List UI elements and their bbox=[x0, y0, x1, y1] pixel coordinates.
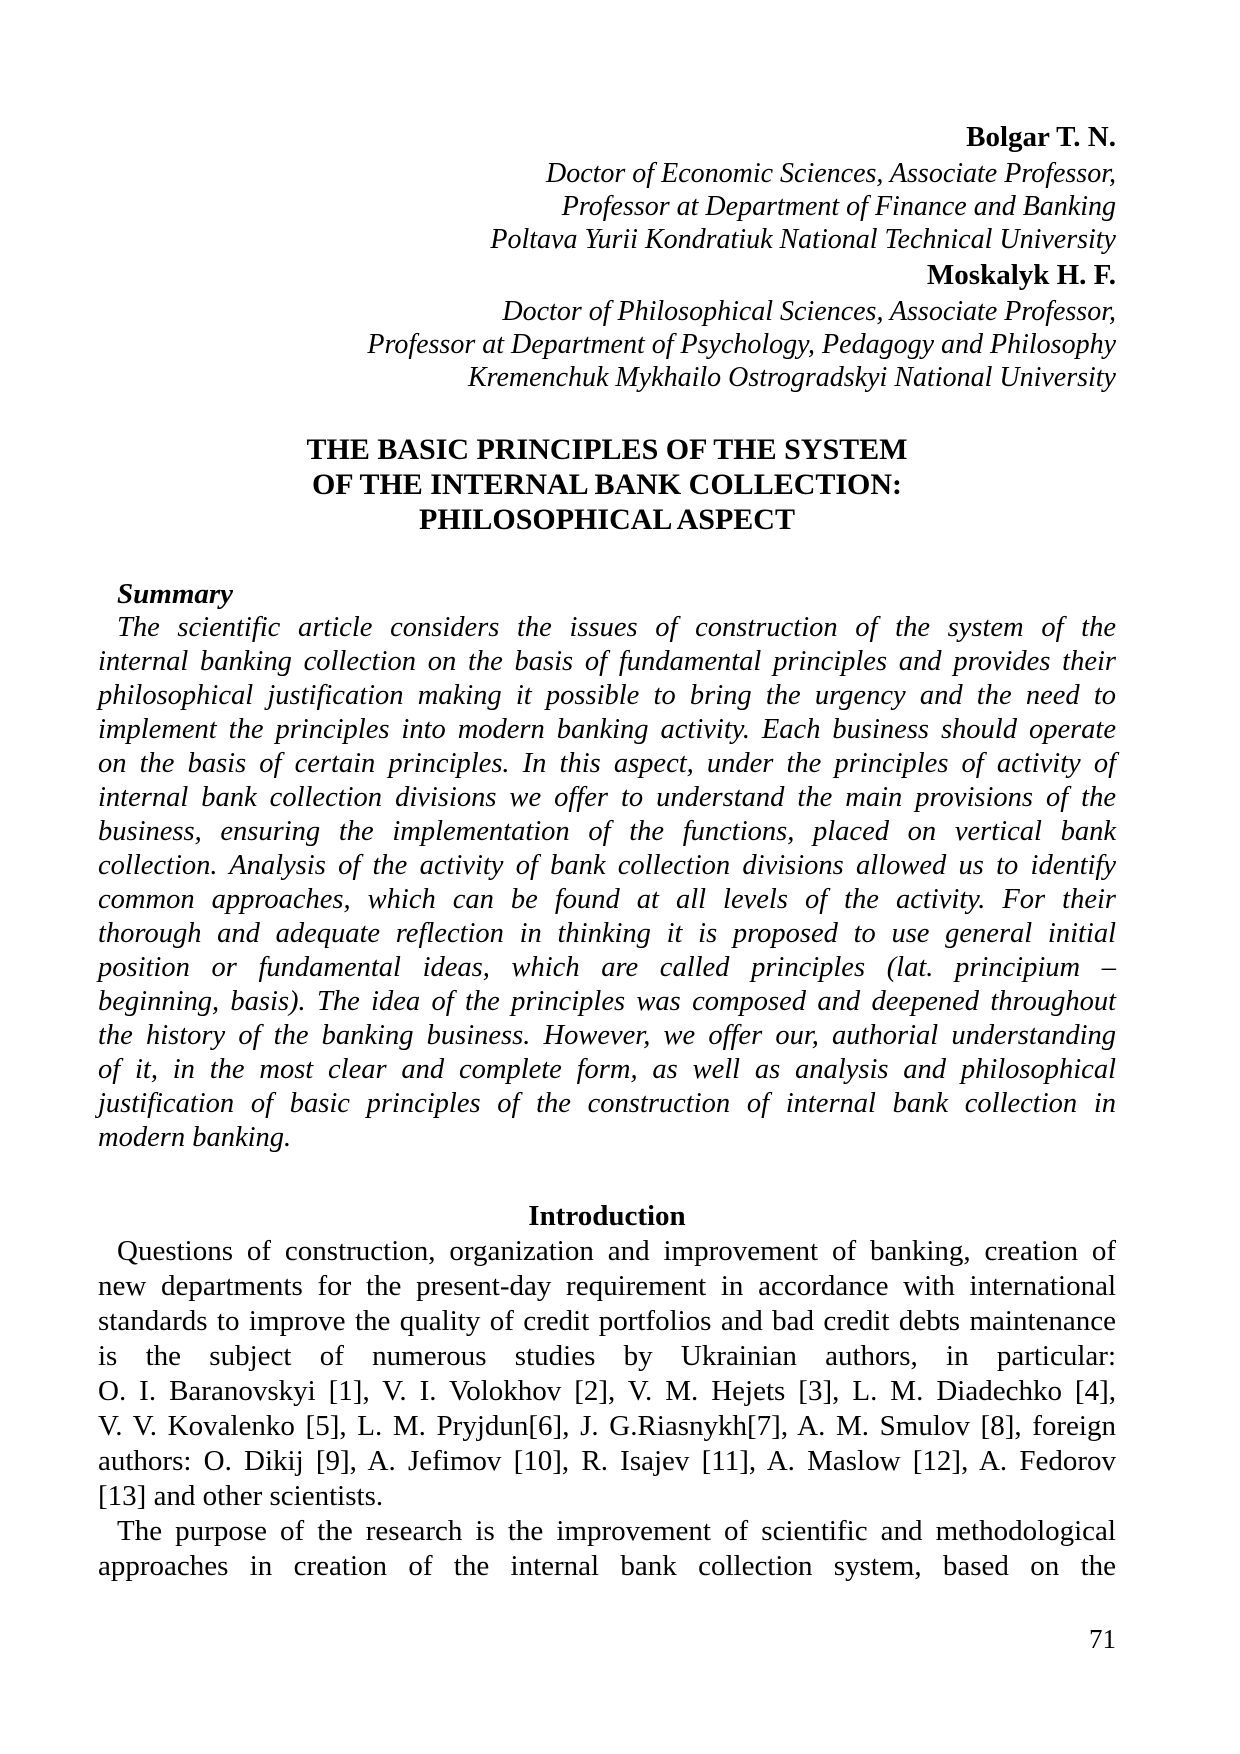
summary-paragraph bbox=[98, 611, 1116, 1155]
summary-text-line: beginning, basis). The idea of the principles was composed and deepened throughout bbox=[98, 986, 1116, 1017]
summary-text-line: justification of basic principles of the construction of internal bank collection in bbox=[98, 1088, 1116, 1119]
author-affiliation-line: Doctor of Philosophical Sciences, Associate Professor, bbox=[502, 296, 1116, 327]
summary-text-line: implement the principles into modern banking activity. Each business should operate bbox=[98, 714, 1116, 745]
author-affiliation-line: Doctor of Economic Sciences, Associate Professor, bbox=[545, 158, 1116, 189]
summary-text-line: internal bank collection divisions we offer to understand the main provisions of the bbox=[98, 782, 1116, 813]
summary-text-line: position or fundamental ideas, which are called principles (lat. principium – bbox=[98, 952, 1116, 983]
title-line: THE BASIC PRINCIPLES OF THE SYSTEM bbox=[306, 433, 908, 466]
summary-text-line: the history of the banking business. However, we offer our, authorial understanding bbox=[98, 1020, 1116, 1051]
summary-text-line: philosophical justification making it possible to bring the urgency and the need to bbox=[98, 680, 1116, 711]
author-affiliation-line: Professor at Department of Finance and Banking bbox=[561, 191, 1116, 222]
author-affiliation-line: Kremenchuk Mykhailo Ostrogradskyi National University bbox=[467, 362, 1116, 393]
summary-text-line: thorough and adequate reflection in thinking it is proposed to use general initial bbox=[98, 918, 1116, 949]
author-affiliation-line: Professor at Department of Psychology, Pedagogy and Philosophy bbox=[367, 329, 1116, 360]
page-number: 71 bbox=[1089, 1624, 1116, 1654]
introduction-section bbox=[98, 1234, 1116, 1584]
author-affiliation-line: Poltava Yurii Kondratiuk National Technical University bbox=[490, 224, 1116, 255]
summary-text-line: business, ensuring the implementation of the functions, placed on vertical bank bbox=[98, 816, 1116, 847]
introduction-text-line: standards to improve the quality of credit portfolios and bad credit debts maintenance bbox=[98, 1305, 1116, 1337]
page-content bbox=[98, 0, 1116, 1655]
introduction-text-line: V. V. Kovalenko [5], L. M. Pryjdun[6], J. G.Riasnykh[7], A. M. Smulov [8], foreign bbox=[98, 1410, 1116, 1442]
introduction-text-line: new departments for the present-day requirement in accordance with international bbox=[98, 1270, 1116, 1302]
summary-text-line: modern banking. bbox=[98, 1122, 292, 1153]
summary-heading: Summary bbox=[117, 578, 234, 610]
author-block bbox=[98, 118, 1116, 394]
introduction-text-line: [13] and other scientists. bbox=[98, 1480, 384, 1512]
summary-text-line: on the basis of certain principles. In this aspect, under the principles of activity of bbox=[98, 748, 1116, 779]
introduction-text-line: authors: O. Dikij [9], A. Jefimov [10], R. Isajev [11], A. Maslow [12], A. Fedorov bbox=[98, 1445, 1116, 1477]
introduction-text-line: The purpose of the research is the improvement of scientific and methodological bbox=[117, 1515, 1116, 1547]
title-line: PHILOSOPHICAL ASPECT bbox=[419, 503, 795, 536]
summary-text-line: common approaches, which can be found at all levels of the activity. For their bbox=[98, 884, 1116, 915]
summary-text-line: internal banking collection on the basis of fundamental principles and provides their bbox=[98, 646, 1116, 677]
introduction-text-line: approaches in creation of the internal bank collection system, based on the bbox=[98, 1550, 1116, 1582]
summary-text-line: of it, in the most clear and complete form, as well as analysis and philosophical bbox=[98, 1054, 1116, 1085]
introduction-text-line: Questions of construction, organization and improvement of banking, creation of bbox=[117, 1235, 1116, 1267]
title-line: OF THE INTERNAL BANK COLLECTION: bbox=[311, 468, 903, 501]
summary-text-line: collection. Analysis of the activity of bank collection divisions allowed us to identify bbox=[98, 850, 1116, 881]
author-name: Bolgar T. N. bbox=[966, 121, 1116, 153]
introduction-text-line: is the subject of numerous studies by Ukrainian authors, in particular: bbox=[98, 1340, 1116, 1372]
article-title bbox=[98, 432, 1116, 537]
summary-text-line: The scientific article considers the issues of construction of the system of the bbox=[117, 612, 1116, 643]
introduction-heading: Introduction bbox=[528, 1200, 686, 1232]
introduction-text-line: O. I. Baranovskyi [1], V. I. Volokhov [2], V. M. Hejets [3], L. M. Diadechko [4], bbox=[98, 1375, 1116, 1407]
author-name: Moskalyk H. F. bbox=[926, 259, 1116, 291]
